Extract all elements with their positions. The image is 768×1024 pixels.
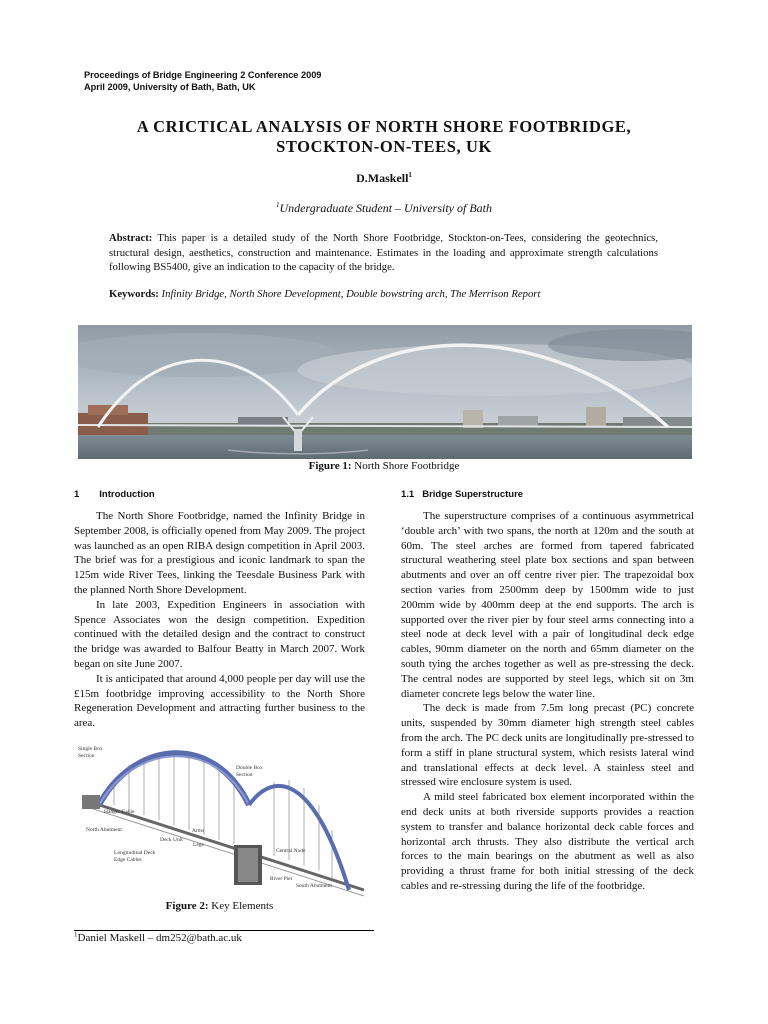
bridge-photo (78, 325, 692, 459)
label-north-abutment: North Abutment (86, 827, 122, 833)
label-river-pier: River Pier (270, 876, 293, 882)
footnote (74, 932, 242, 944)
figure-2-text: Key Elements (211, 900, 274, 912)
key-elements-diagram (74, 740, 374, 898)
label-south-abutment: South Abutment (296, 883, 332, 889)
label-double-box: Double Box (236, 765, 263, 771)
abstract (109, 231, 658, 275)
section-1-1-body (401, 509, 694, 894)
footnote-sup: 1 (74, 930, 78, 939)
label-hanger-cable: Hanger Cable (104, 809, 135, 815)
affiliation-text: Undergraduate Student – University of Bath (279, 201, 493, 215)
section-1-number: 1 (74, 489, 80, 500)
conference-date-line: April 2009, University of Bath, Bath, UK (84, 82, 256, 92)
author-name: D.Maskell (356, 171, 409, 185)
section-1-heading (74, 489, 155, 500)
label-central-node: Central Node (276, 848, 306, 854)
label-single-box-section: Section (78, 753, 95, 759)
conference-line: Proceedings of Bridge Engineering 2 Conference 2009 (84, 70, 322, 80)
author-sup: 1 (408, 171, 412, 179)
section-1-1-heading (401, 489, 523, 500)
author (0, 171, 768, 186)
label-arms: Arms (192, 828, 205, 834)
label-single-box: Single Box (78, 746, 103, 752)
paragraph: In late 2003, Expedition Engineers in association with Spence Associates won the design competition. Expedition continued with the detailed design and the contract to construct the bridge was awarded to Balfour Beatty in March 2007. Work began on site June 2007. (74, 598, 365, 670)
paragraph: The North Shore Footbridge, named the Infinity Bridge in September 2008, is officially opened from May 2009. The project was launched as an open RIBA design competition in April 2003. The brief was for a prestigious and iconic landmark to span the 125m wide River Tees, linking the Teesdale Business Park with the planned North Shore Development. (74, 510, 365, 596)
figure-1-caption (0, 460, 768, 472)
keywords (109, 288, 669, 300)
figure-2-label: Figure 2: (165, 900, 209, 912)
paragraph: A mild steel fabricated box element incorporated within the end deck units at both riverside supports provides a reaction system to transfer and balance horizontal deck cable forces and horizontal arch thrusts. They also distribute the vertical arch forces to the main bearings on the abutment as well as also providing a thrust frame for both initial stressing of the deck cables and re-stressing during the life of the footbridge. (401, 791, 694, 892)
section-1-1-number: 1.1 (401, 489, 415, 500)
paragraph: The superstructure comprises of a continuous asymmetrical ‘double arch’ with two spans, the north at 120m and the south at 60m. The steel arches are formed from tapered fabricated structural weathering steel plate box sections and span between abutments and over an off centre river pier. The trapezoidal box section varies from 2500mm deep by 1500mm wide to just 200mm wide by 400mm deep at the end supports. The arch is supported over the river pier by four steel arms connecting into a steel node at deck level with a pair of longitudinal deck edge cables, 90mm diameter on the north and 65mm diameter on the south tying the arches together as well as pre-stressing the deck. The central nodes are supported by steel legs, which sit on 3m diameter concrete legs below the water line. (401, 510, 694, 700)
paragraph: The deck is made from 7.5m long precast (PC) concrete units, suspended by 30mm diameter high strength steel cables from the arch. The PC deck units are longitudinally pre-stressed to form a stiff in plane structural system, which resists lateral wind and translational effects at deck level. A stainless steel and stressed wire enclosure system is used. (401, 702, 694, 789)
abstract-text: This paper is a detailed study of the North Shore Footbridge, Stockton-on-Tees, considering the geotechnics, structural design, aesthetics, construction and maintenance. Estimates in the loading and approximate strength calculations following BS5400, give an indication to the capacity of the bridge. (109, 232, 658, 274)
paper-title-line-2: STOCKTON-ON-TEES, UK (276, 137, 492, 156)
section-1-body (74, 509, 365, 731)
label-edge-cables: Edge Cables (114, 857, 142, 863)
footnote-divider (74, 930, 374, 931)
label-deck-unit: Deck Unit (160, 837, 183, 843)
affiliation-sup: 1 (275, 201, 280, 209)
abstract-label: Abstract: (109, 232, 153, 244)
paper-title-line-1: A CRICTICAL ANALYSIS OF NORTH SHORE FOOTBRIDGE, (136, 117, 632, 136)
keywords-text: Infinity Bridge, North Shore Development, Double bowstring arch, The Merrison Report (161, 288, 541, 300)
keywords-label: Keywords: (109, 288, 159, 300)
affiliation (0, 201, 768, 216)
figure-1-text: North Shore Footbridge (354, 460, 460, 472)
section-1-1-title: Bridge Superstructure (422, 489, 524, 500)
label-double-box-section: Section (236, 772, 253, 778)
section-1-title: Introduction (99, 489, 155, 500)
figure-1-label: Figure 1: (308, 460, 352, 472)
figure-2-caption (74, 900, 365, 912)
footnote-text: Daniel Maskell – dm252@bath.ac.uk (77, 932, 242, 944)
paragraph: It is anticipated that around 4,000 people per day will use the £15m footbridge improving accessibility to the North Shore Regeneration Development and attracting further business to the area. (74, 672, 365, 730)
label-longitudinal-deck: Longitudinal Deck (114, 850, 156, 856)
label-legs: Legs (193, 842, 204, 848)
